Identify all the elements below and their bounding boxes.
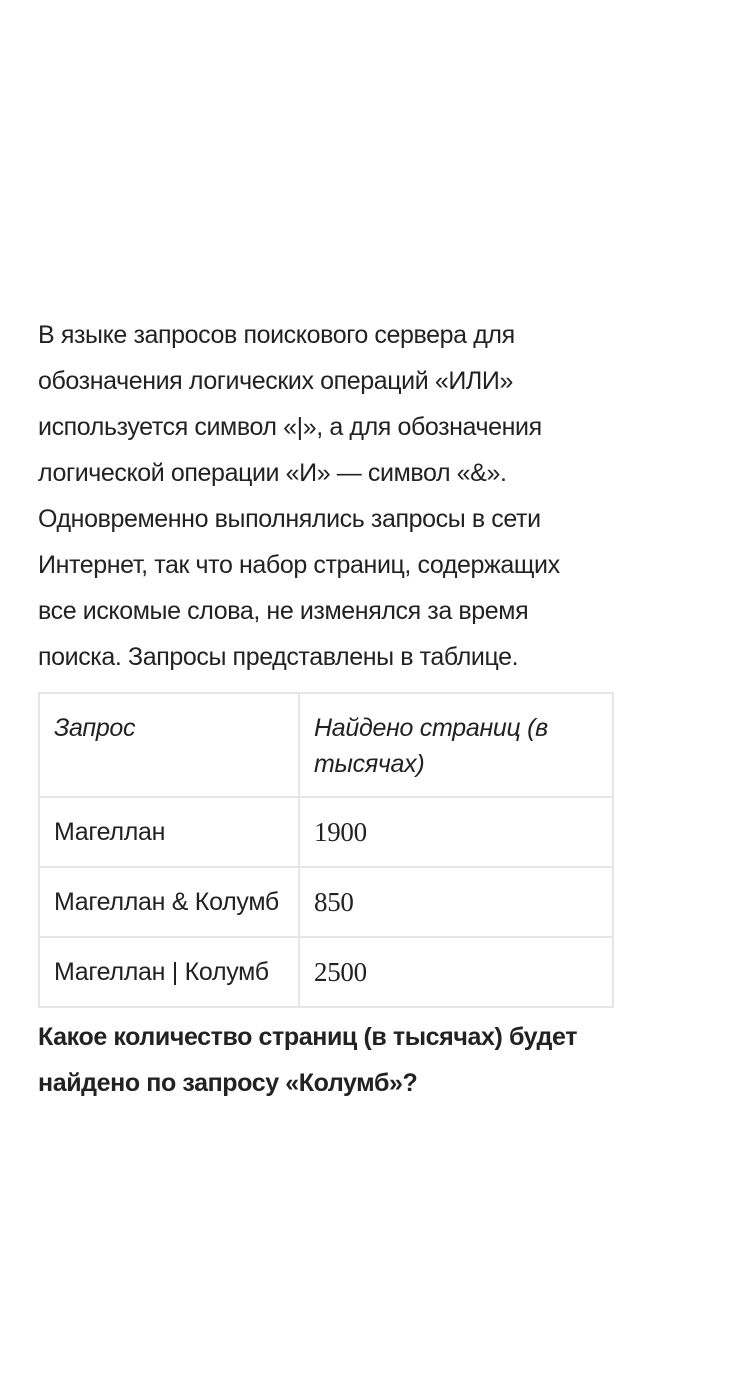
table-row	[39, 867, 613, 937]
pages-cell: 1900	[299, 797, 613, 867]
table-header-row	[39, 693, 613, 797]
description-line: поиска. Запросы представлены в таблице.	[38, 643, 519, 671]
description-line: Одновременно выполнялись запросы в сети	[38, 505, 541, 533]
question-line: найдено по запросу «Колумб»?	[38, 1069, 418, 1097]
description-line: все искомые слова, не изменялся за время	[38, 597, 529, 625]
table-row	[39, 937, 613, 1007]
description-line: логической операции «И» — символ «&».	[38, 459, 507, 487]
task-question	[38, 1014, 618, 1106]
header-pages-found: Найдено страниц (в тысячах)	[299, 693, 613, 797]
pages-cell: 2500	[299, 937, 613, 1007]
pages-cell: 850	[299, 867, 613, 937]
task-description	[38, 312, 618, 680]
query-cell: Магеллан & Колумб	[39, 867, 299, 937]
description-line: В языке запросов поискового сервера для	[38, 321, 515, 349]
description-line: используется символ «|», а для обозначения	[38, 413, 542, 441]
queries-table	[38, 692, 614, 1008]
description-line: обозначения логических операций «ИЛИ»	[38, 367, 513, 395]
question-line: Какое количество страниц (в тысячах) будет	[38, 1023, 578, 1051]
query-cell: Магеллан | Колумб	[39, 937, 299, 1007]
header-query: Запрос	[39, 693, 299, 797]
task-content	[38, 312, 618, 1106]
description-line: Интернет, так что набор страниц, содержащих	[38, 551, 560, 579]
table-row	[39, 797, 613, 867]
query-cell: Магеллан	[39, 797, 299, 867]
